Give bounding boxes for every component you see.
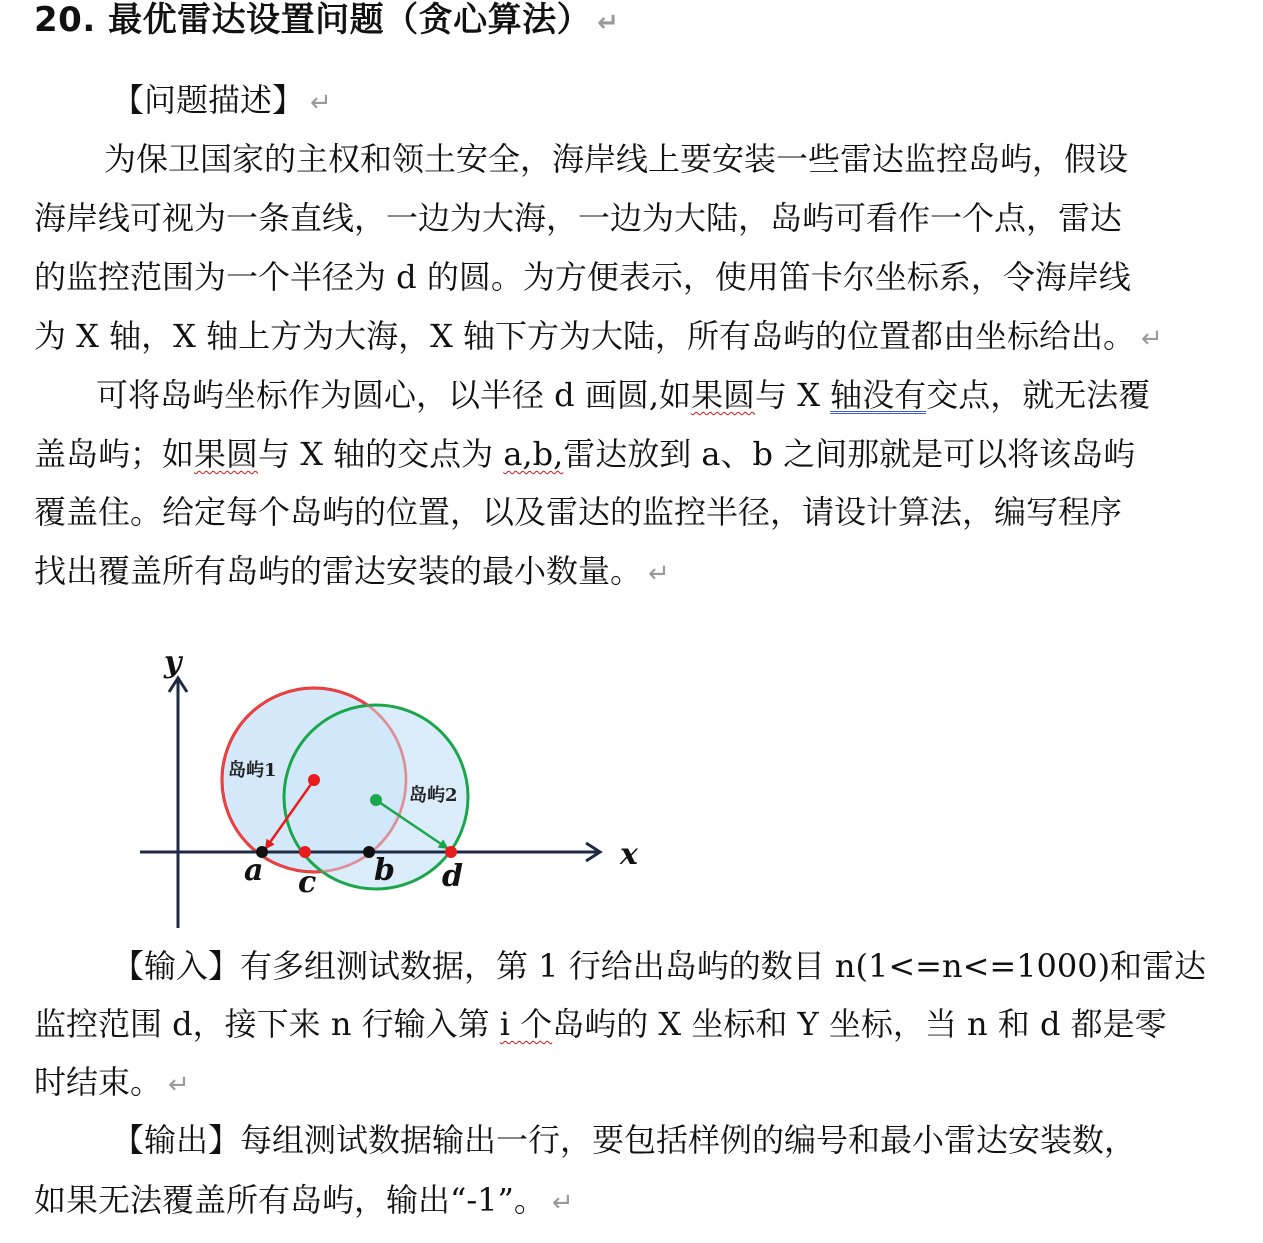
label-c: c <box>298 865 317 900</box>
x-axis-label: x <box>620 837 638 872</box>
island2-center <box>370 794 382 806</box>
paragraph-mark: ↵ <box>597 8 620 38</box>
p4-line-1: 【输出】每组测试数据输出一行，要包括样例的编号和最小雷达安装数， <box>112 1121 1137 1159</box>
p4-line-2: 如果无法覆盖所有岛屿，输出“-1”。 ↵ <box>34 1181 574 1219</box>
label-a: a <box>244 853 264 888</box>
p1-line-2: 海岸线可视为一条直线，一边为大海，一边为大陆，岛屿可看作一个点，雷达 <box>34 199 1123 237</box>
p2-line-4: 找出覆盖所有岛屿的雷达安装的最小数量。 ↵ <box>34 552 670 590</box>
label-b: b <box>374 853 395 888</box>
p2-line-2: 盖岛屿；如果圆与 X 轴的交点为 a,b,雷达放到 a、b 之间那就是可以将该岛屿 <box>34 435 1136 473</box>
paragraph-mark: ↵ <box>168 1070 190 1100</box>
island1-center <box>308 774 320 786</box>
label-d: d <box>442 859 463 894</box>
p2-line-1: 可将岛屿坐标作为圆心，以半径 d 画圆,如果圆与 X 轴没有交点，就无法覆 <box>96 376 1151 414</box>
p1-line-1: 为保卫国家的主权和领土安全，海岸线上要安装一些雷达监控岛屿，假设 <box>104 140 1129 178</box>
p2-line-3: 覆盖住。给定每个岛屿的位置，以及雷达的监控半径，请设计算法，编写程序 <box>34 493 1123 531</box>
p3-line-2: 监控范围 d，接下来 n 行输入第 i 个岛屿的 X 坐标和 Y 坐标，当 n 和 d 都是零 <box>34 1005 1167 1043</box>
paragraph-mark: ↵ <box>551 1188 574 1218</box>
p3-line-1: 【输入】有多组测试数据，第 1 行给出岛屿的数目 n(1<=n<=1000)和雷达 <box>112 947 1207 985</box>
paragraph-mark: ↵ <box>648 559 670 589</box>
paragraph-mark: ↵ <box>1141 324 1163 354</box>
island2-label: 岛屿2 <box>409 785 458 806</box>
p1-line-3: 的监控范围为一个半径为 d 的圆。为方便表示，使用笛卡尔坐标系，令海岸线 <box>34 258 1131 296</box>
section-problem-heading: 【问题描述】 ↵ <box>112 81 332 119</box>
island1-label: 岛屿1 <box>228 760 277 781</box>
p1-line-4: 为 X 轴，X 轴上方为大海，X 轴下方为大陆，所有岛屿的位置都由坐标给出。 ↵ <box>34 317 1163 355</box>
p3-line-3: 时结束。 ↵ <box>34 1063 190 1101</box>
y-axis-label: y <box>164 645 182 680</box>
paragraph-mark: ↵ <box>310 88 332 118</box>
point-d <box>445 846 457 858</box>
page-title: 20. 最优雷达设置问题（贪心算法） ↵ <box>34 0 620 40</box>
point-c <box>299 846 311 858</box>
